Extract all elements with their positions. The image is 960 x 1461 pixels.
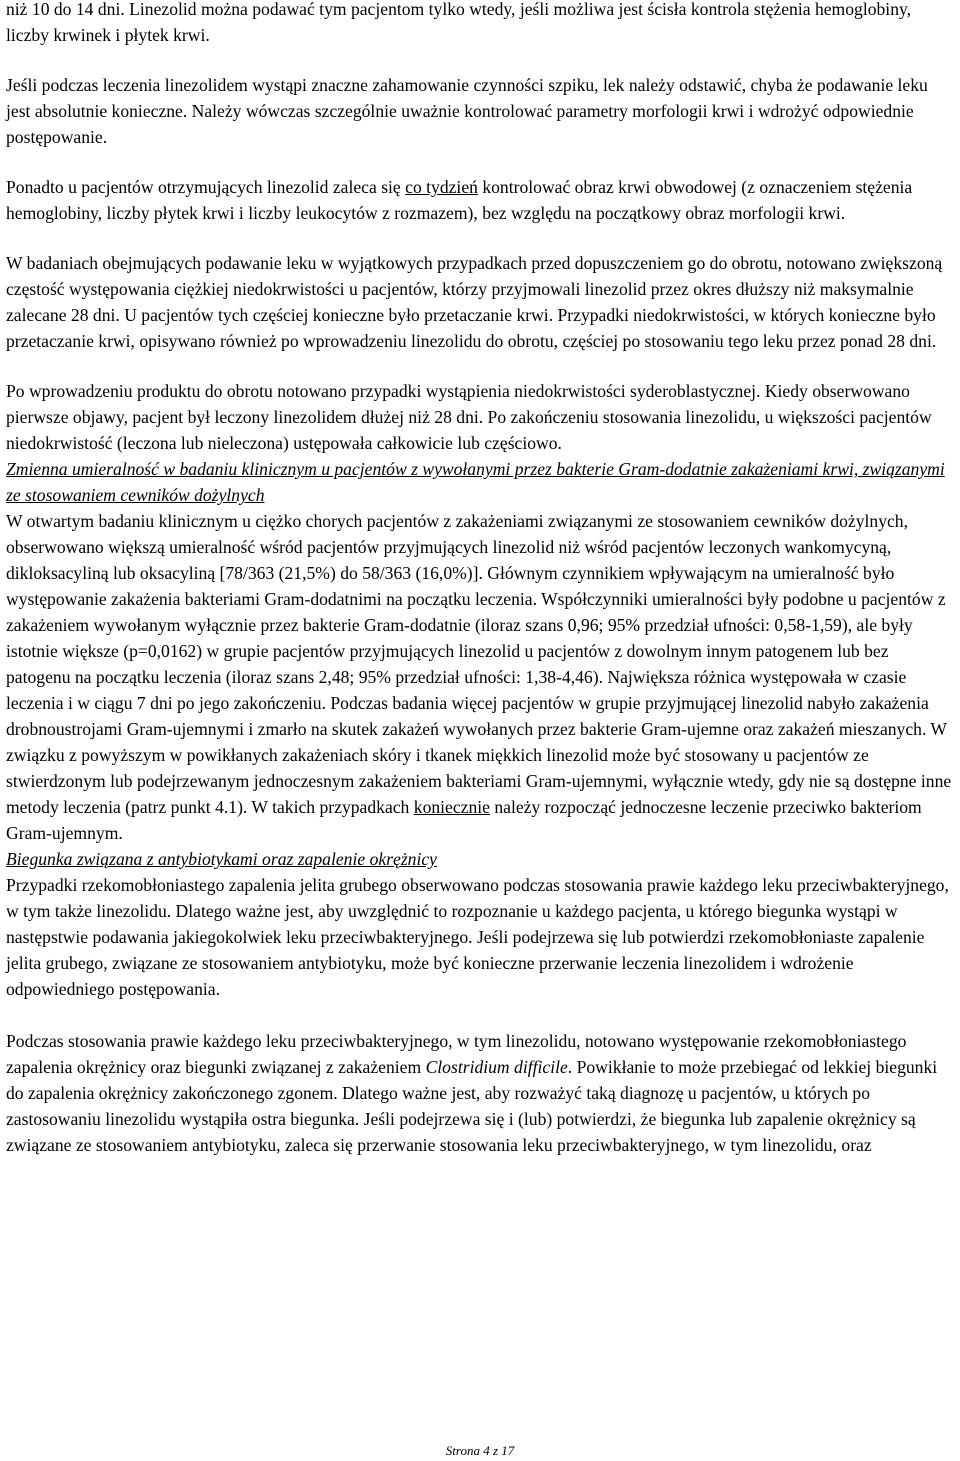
- page-number: Strona 4 z 17: [445, 1443, 515, 1458]
- paragraph-hemoglobin-control: niż 10 do 14 dni. Linezolid można podawać tym pacjentom tylko wtedy, jeśli możliwa jest ścisła kontrola stężenia hemoglobiny, liczby krwinek i płytek krwi.: [6, 0, 912, 45]
- paragraph-severe-anemia: W badaniach obejmujących podawanie leku w wyjątkowych przypadkach przed dopuszczeniem go do obrotu, notowano zwiększoną częstość występowania ciężkiej niedokrwistości u pacjentów, którzy przyjmowali linezolid przez okres dłuższy niż maksymalnie zalecane 28 dni. U pacjentów tych częściej konieczne było przetaczanie krwi. Przypadki niedokrwistości, w których konieczne było przetaczanie krwi, opisywano również po wprowadzeniu linezolidu do obrotu, częściej po stosowaniu tego leku przez ponad 28 dni.: [6, 253, 943, 351]
- heading-text: Zmienna umieralność w badaniu klinicznym u pacjentów z wywołanymi przez bakterie Gram-dodatnie zakażeniami krwi, związanymi ze stosowaniem cewników dożylnych: [6, 459, 945, 505]
- underlined-text: co tydzień: [405, 177, 478, 197]
- paragraph-mortality-study: [6, 508, 956, 846]
- section-heading-diarrhea: [6, 846, 956, 872]
- paragraph-text: należy rozpocząć jednoczesne leczenie przeciwko bakteriom Gram-ujemnym.: [6, 797, 922, 843]
- paragraph-weekly-blood-count: [6, 174, 956, 226]
- section-heading-mortality: [6, 456, 956, 508]
- paragraph-text: Ponadto u pacjentów otrzymujących linezolid zaleca się: [6, 177, 406, 197]
- paragraph-pseudomembranous-colitis: Przypadki rzekomobłoniastego zapalenia jelita grubego obserwowano podczas stosowania prawie każdego leku przeciwbakteryjnego, w tym także linezolidu. Dlatego ważne jest, aby uwzględnić to rozpoznanie u każdego pacjenta, u którego biegunka wystąpi w następstwie podawania jakiegokolwiek leku przeciwbakteryjnego. Jeśli podejrzewa się lub potwierdzi rzekomobłoniaste zapalenie jelita grubego, związane ze stosowaniem antybiotyku, może być konieczne przerwanie leczenia linezolidem i wdrożenie odpowiedniego postępowania.: [6, 875, 949, 999]
- paragraph-text: W otwartym badaniu klinicznym u ciężko chorych pacjentów z zakażeniami związanymi ze stosowaniem cewników dożylnych, obserwowano większą umieralność wśród pacjentów przyjmujących linezolid niż wśród pacjentów leczonych wankomycyną, dikloksacyliną lub oksacyliną [78/363 (21,5%) do 58/363 (16,0%)]. Głównym czynnikiem wpływającym na umieralność było występowanie zakażenia bakteriami Gram-dodatnimi na początku leczenia. Współczynniki umieralności były podobne u pacjentów z zakażeniem wywołanym wyłącznie przez bakterie Gram-dodatnie (iloraz szans 0,96; 95% przedział ufności: 0,58-1,59), ale były istotnie większe (p=0,0162) w grupie pacjentów przyjmujących linezolid u pacjentów z dowolnym innym patogenem lub bez patogenu na początku leczenia (iloraz szans 2,48; 95% przedział ufności: 1,38-4,46). Największa różnica występowała w czasie leczenia i w ciągu 7 dni po jego zakończeniu. Podczas badania więcej pacjentów w grupie przyjmującej linezolid nabyło zakażenia drobnoustrojami Gram-ujemnymi i zmarło na skutek zakażeń wywołanych przez bakterie Gram-ujemne oraz zakażeń mieszanych. W związku z powyższym w powikłanych zakażeniach skóry i tkanek miękkich linezolid może być stosowany u pacjentów ze stwierdzonym lub podejrzewanym jednoczesnym zakażeniem bakteriami Gram-ujemnymi, wyłącznie wtedy, gdy nie są dostępne inne metody leczenia (patrz punkt 4.1). W takich przypadkach: [6, 511, 952, 817]
- paragraph-clostridium-difficile: [6, 1028, 956, 1158]
- paragraph-bone-marrow-suppression: Jeśli podczas leczenia linezolidem wystąpi znaczne zahamowanie czynności szpiku, lek należy odstawić, chyba że podawanie leku jest absolutnie konieczne. Należy wówczas szczególnie uważnie kontrolować parametry morfologii krwi i wdrożyć odpowiednie postępowanie.: [6, 75, 928, 147]
- heading-text: Biegunka związana z antybiotykami oraz zapalenie okrężnicy: [6, 849, 437, 869]
- document-page: [6, 0, 956, 1158]
- paragraph-text: Podczas stosowania prawie każdego leku przeciwbakteryjnego, w tym linezolidu, notowano występowanie rzekomobłoniastego zapalenia okrężnicy oraz biegunki związanej z zakażeniem: [6, 1031, 907, 1077]
- page-footer: [0, 1443, 960, 1459]
- paragraph-text: . Powikłanie to może przebiegać od lekkiej biegunki do zapalenia okrężnicy zakończonego zgonem. Dlatego ważne jest, aby rozważyć taką diagnozę u pacjentów, u których po zastosowaniu linezolidu wystąpiła ostra biegunka. Jeśli podejrzewa się i (lub) potwierdzi, że biegunka lub zapalenie okrężnicy są związane ze stosowaniem antybiotyku, zaleca się przerwanie stosowania leku przeciwbakteryjnego, w tym linezolidu, oraz: [6, 1057, 938, 1155]
- underlined-text: koniecznie: [413, 797, 490, 817]
- paragraph-text: kontrolować obraz krwi obwodowej (z oznaczeniem stężenia hemoglobiny, liczby płytek krwi i liczby leukocytów z rozmazem), bez względu na początkowy obraz morfologii krwi.: [6, 177, 913, 223]
- italic-text: Clostridium difficile: [425, 1057, 568, 1077]
- paragraph-sideroblastic-anemia: Po wprowadzeniu produktu do obrotu notowano przypadki wystąpienia niedokrwistości syderoblastycznej. Kiedy obserwowano pierwsze objawy, pacjent był leczony linezolidem dłużej niż 28 dni. Po zakończeniu stosowania linezolidu, u większości pacjentów niedokrwistość (leczona lub nieleczona) ustępowała całkowicie lub częściowo.: [6, 381, 932, 453]
